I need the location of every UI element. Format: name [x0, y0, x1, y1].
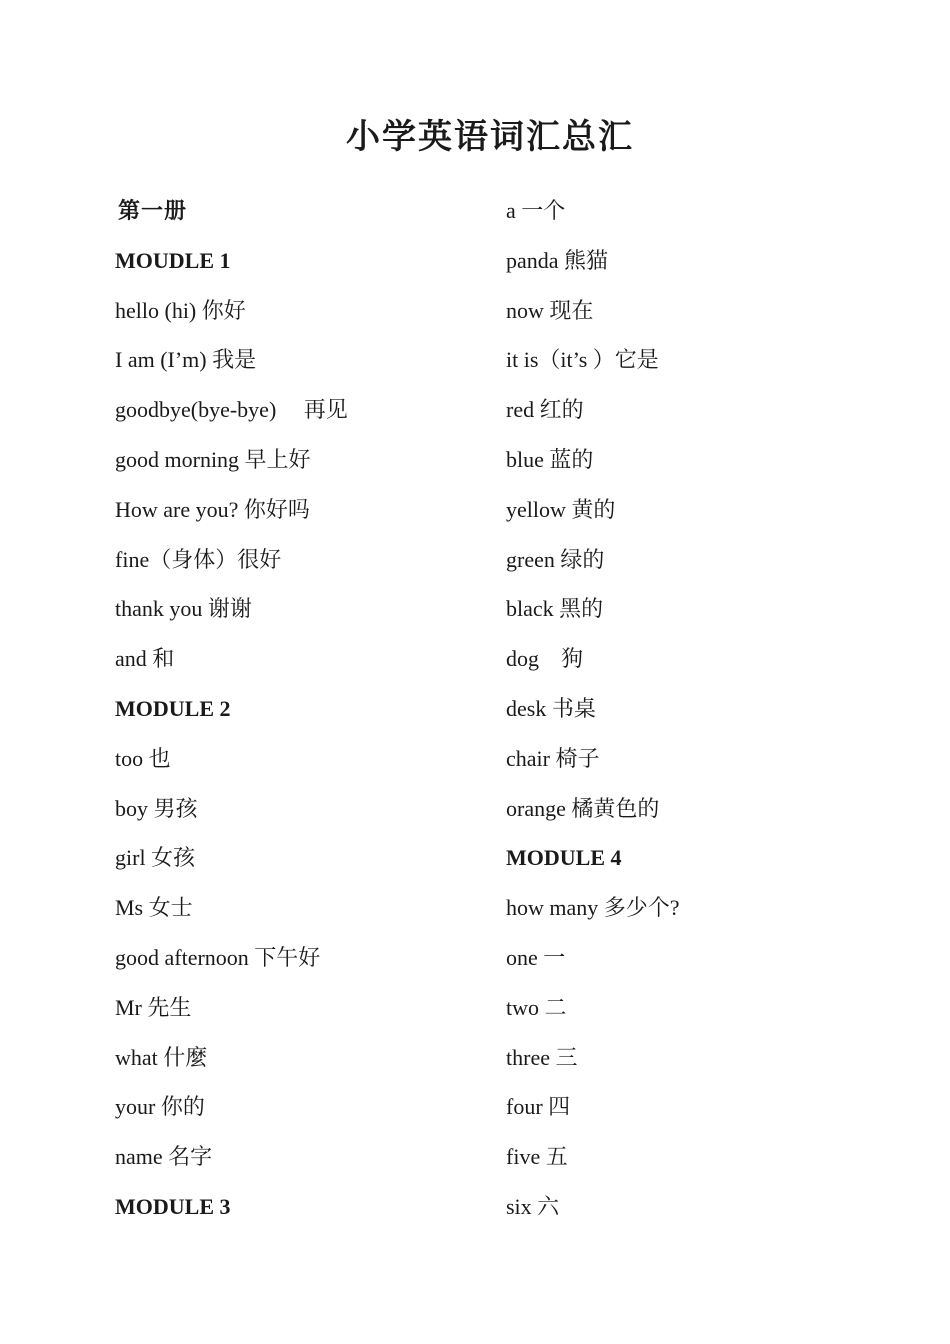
vocab-entry: good afternoon 下午好	[115, 944, 321, 970]
vocab-entry: red 红的	[506, 397, 584, 423]
vocab-entry: orange 橘黄色的	[506, 795, 660, 821]
vocab-entry: how many 多少个?	[506, 895, 680, 921]
vocab-entry: what 什麼	[115, 1044, 208, 1070]
vocab-entry: and 和	[115, 646, 175, 672]
vocab-entry: How are you? 你好吗	[115, 496, 310, 522]
vocab-entry: dog 狗	[506, 646, 584, 672]
section-heading: MODULE 4	[506, 845, 622, 871]
vocab-entry: chair 椅子	[506, 745, 600, 771]
vocab-entry: goodbye(bye-bye) 再见	[115, 397, 348, 423]
vocab-entry: I am (I’m) 我是	[115, 347, 257, 373]
vocab-entry: black 黑的	[506, 596, 604, 622]
vocab-entry: four 四	[506, 1094, 571, 1120]
section-heading: MOUDLE 1	[115, 247, 231, 273]
vocab-entry: Mr 先生	[115, 994, 192, 1020]
vocab-entry: green 绿的	[506, 546, 605, 572]
vocab-entry: desk 书桌	[506, 695, 596, 721]
vocab-entry: a 一个	[506, 198, 566, 223]
page-title: 小学英语词汇总汇	[346, 117, 634, 157]
section-heading: MODULE 3	[115, 1193, 231, 1219]
vocab-entry: thank you 谢谢	[115, 596, 252, 622]
vocab-column-right	[506, 186, 906, 1232]
vocab-entry: fine（身体）很好	[115, 546, 282, 572]
vocab-entry: yellow 黄的	[506, 496, 616, 522]
vocab-entry: too 也	[115, 745, 171, 771]
vocab-entry: six 六	[506, 1193, 560, 1219]
vocab-entry: one 一	[506, 944, 566, 970]
vocab-entry: good morning 早上好	[115, 446, 311, 472]
vocab-entry: hello (hi) 你好	[115, 297, 246, 323]
vocab-entry: blue 蓝的	[506, 446, 594, 472]
vocab-entry: it is（it’s ）它是	[506, 347, 659, 373]
vocab-entry: girl 女孩	[115, 845, 196, 871]
section-heading: MODULE 2	[115, 695, 231, 721]
vocab-entry: three 三	[506, 1044, 578, 1070]
section-heading: 第一册	[118, 198, 188, 224]
vocab-entry: Ms 女士	[115, 895, 193, 921]
vocab-entry: boy 男孩	[115, 795, 198, 821]
vocab-entry: your 你的	[115, 1094, 205, 1120]
vocab-entry: panda 熊猫	[506, 247, 609, 273]
vocab-entry: five 五	[506, 1144, 568, 1170]
vocab-entry: two 二	[506, 994, 567, 1020]
vocab-column-left	[115, 186, 495, 1232]
vocab-entry: name 名字	[115, 1144, 213, 1170]
vocab-entry: now 现在	[506, 297, 594, 323]
